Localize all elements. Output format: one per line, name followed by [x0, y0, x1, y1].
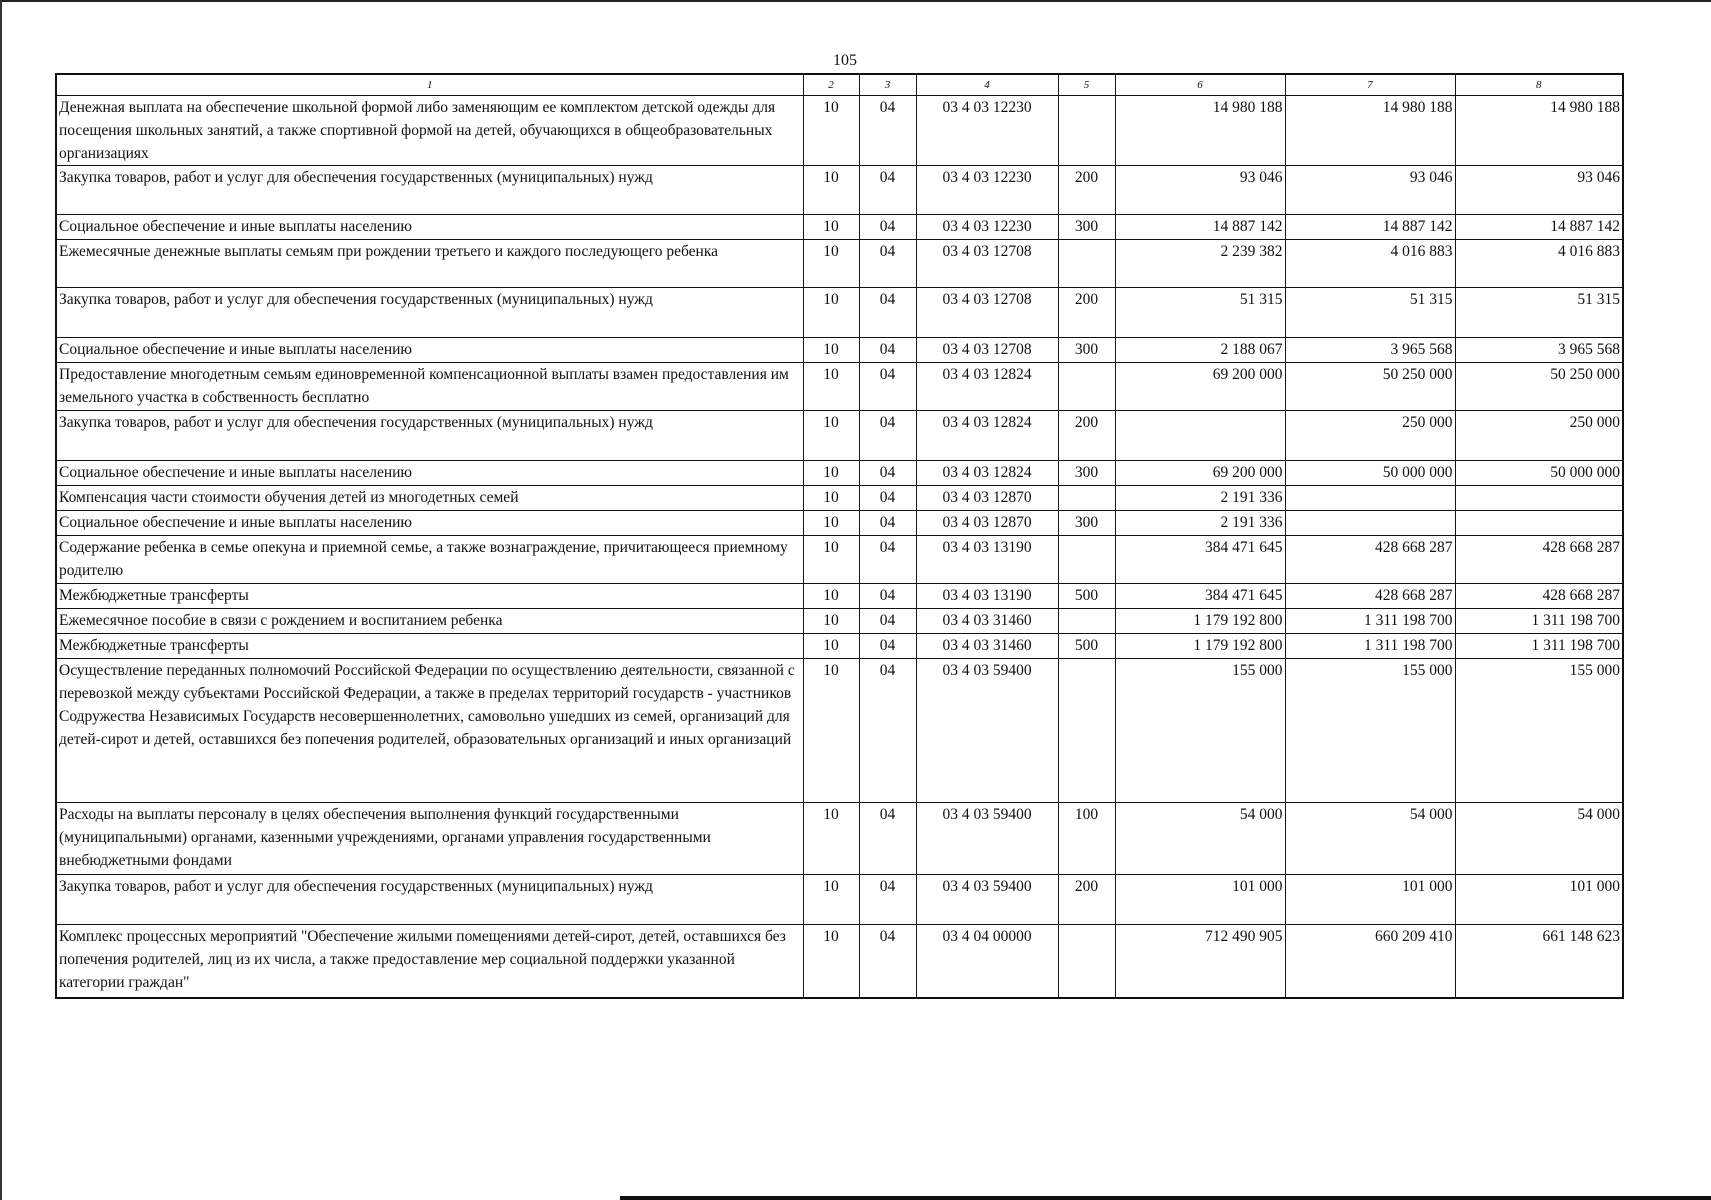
amount-year-2: 50 250 000	[1285, 363, 1455, 411]
scan-edge-top	[0, 0, 1711, 2]
amount-year-3: 4 016 883	[1455, 240, 1623, 288]
budget-table	[55, 73, 1624, 999]
table-row	[56, 875, 1623, 925]
subsection-code: 04	[859, 288, 916, 338]
scan-edge-bottom	[620, 1196, 1711, 1200]
expense-type-code: 200	[1058, 411, 1115, 461]
amount-year-3: 14 887 142	[1455, 215, 1623, 240]
amount-year-1: 384 471 645	[1115, 536, 1285, 584]
table-row	[56, 411, 1623, 461]
header-row	[56, 74, 1623, 96]
amount-year-3: 93 046	[1455, 166, 1623, 215]
amount-year-1: 2 239 382	[1115, 240, 1285, 288]
amount-year-1: 2 188 067	[1115, 338, 1285, 363]
amount-year-1: 69 200 000	[1115, 461, 1285, 486]
amount-year-1: 93 046	[1115, 166, 1285, 215]
subsection-code: 04	[859, 215, 916, 240]
subsection-code: 04	[859, 609, 916, 634]
amount-year-2: 155 000	[1285, 659, 1455, 803]
amount-year-1: 1 179 192 800	[1115, 634, 1285, 659]
section-code: 10	[803, 609, 859, 634]
expense-type-code: 100	[1058, 803, 1115, 875]
expense-type-code	[1058, 486, 1115, 511]
target-article-code: 03 4 03 59400	[916, 875, 1058, 925]
row-description: Денежная выплата на обеспечение школьной формой либо заменяющим ее комплектом детской одежды для посещения школьных занятий, а также спортивной формой на детей, обучающихся в общеобразовательных организациях	[56, 96, 803, 166]
amount-year-1: 712 490 905	[1115, 925, 1285, 998]
amount-year-2: 93 046	[1285, 166, 1455, 215]
expense-type-code: 300	[1058, 461, 1115, 486]
row-description: Ежемесячное пособие в связи с рождением и воспитанием ребенка	[56, 609, 803, 634]
row-description: Межбюджетные трансферты	[56, 584, 803, 609]
target-article-code: 03 4 03 12824	[916, 461, 1058, 486]
amount-year-1: 14 887 142	[1115, 215, 1285, 240]
table-row	[56, 338, 1623, 363]
section-code: 10	[803, 803, 859, 875]
table-row	[56, 634, 1623, 659]
section-code: 10	[803, 215, 859, 240]
header-col-3: 3	[859, 74, 916, 96]
subsection-code: 04	[859, 461, 916, 486]
amount-year-3: 51 315	[1455, 288, 1623, 338]
target-article-code: 03 4 03 59400	[916, 803, 1058, 875]
amount-year-1: 155 000	[1115, 659, 1285, 803]
amount-year-2: 250 000	[1285, 411, 1455, 461]
header-col-6: 6	[1115, 74, 1285, 96]
section-code: 10	[803, 511, 859, 536]
row-description: Закупка товаров, работ и услуг для обеспечения государственных (муниципальных) нужд	[56, 875, 803, 925]
amount-year-1: 101 000	[1115, 875, 1285, 925]
table-row	[56, 215, 1623, 240]
amount-year-2: 1 311 198 700	[1285, 634, 1455, 659]
expense-type-code: 200	[1058, 166, 1115, 215]
header-col-7: 7	[1285, 74, 1455, 96]
amount-year-2	[1285, 511, 1455, 536]
target-article-code: 03 4 03 12870	[916, 511, 1058, 536]
amount-year-3	[1455, 511, 1623, 536]
amount-year-3: 14 980 188	[1455, 96, 1623, 166]
subsection-code: 04	[859, 584, 916, 609]
header-col-2: 2	[803, 74, 859, 96]
row-description: Закупка товаров, работ и услуг для обеспечения государственных (муниципальных) нужд	[56, 166, 803, 215]
expense-type-code: 200	[1058, 288, 1115, 338]
subsection-code: 04	[859, 411, 916, 461]
section-code: 10	[803, 536, 859, 584]
row-description: Социальное обеспечение и иные выплаты населению	[56, 511, 803, 536]
subsection-code: 04	[859, 166, 916, 215]
row-description: Осуществление переданных полномочий Российской Федерации по осуществлению деятельности, связанной с перевозкой между субъектами Российской Федерации, а также в пределах территорий государств - участников Содружества Независимых Государств несовершеннолетних, самовольно ушедших из семей, организаций для детей-сирот и детей, оставшихся без попечения родителей, образовательных организаций и иных организаций	[56, 659, 803, 803]
target-article-code: 03 4 03 12230	[916, 215, 1058, 240]
section-code: 10	[803, 338, 859, 363]
subsection-code: 04	[859, 511, 916, 536]
expense-type-code: 200	[1058, 875, 1115, 925]
table-row	[56, 925, 1623, 998]
header-col-5: 5	[1058, 74, 1115, 96]
row-description: Закупка товаров, работ и услуг для обеспечения государственных (муниципальных) нужд	[56, 288, 803, 338]
amount-year-3: 428 668 287	[1455, 584, 1623, 609]
expense-type-code: 500	[1058, 584, 1115, 609]
subsection-code: 04	[859, 875, 916, 925]
row-description: Межбюджетные трансферты	[56, 634, 803, 659]
amount-year-1: 54 000	[1115, 803, 1285, 875]
table-row	[56, 461, 1623, 486]
expense-type-code	[1058, 925, 1115, 998]
target-article-code: 03 4 03 12708	[916, 240, 1058, 288]
amount-year-3	[1455, 486, 1623, 511]
page-number: 105	[833, 52, 857, 69]
section-code: 10	[803, 659, 859, 803]
amount-year-2: 101 000	[1285, 875, 1455, 925]
amount-year-1: 69 200 000	[1115, 363, 1285, 411]
subsection-code: 04	[859, 659, 916, 803]
amount-year-2: 50 000 000	[1285, 461, 1455, 486]
section-code: 10	[803, 461, 859, 486]
scan-edge-left	[0, 0, 2, 1200]
row-description: Содержание ребенка в семье опекуна и приемной семье, а также вознаграждение, причитающееся приемному родителю	[56, 536, 803, 584]
amount-year-3: 1 311 198 700	[1455, 609, 1623, 634]
table-row	[56, 288, 1623, 338]
subsection-code: 04	[859, 925, 916, 998]
section-code: 10	[803, 486, 859, 511]
target-article-code: 03 4 03 31460	[916, 634, 1058, 659]
table-row	[56, 240, 1623, 288]
amount-year-3: 3 965 568	[1455, 338, 1623, 363]
table-row	[56, 486, 1623, 511]
amount-year-2: 428 668 287	[1285, 536, 1455, 584]
subsection-code: 04	[859, 240, 916, 288]
target-article-code: 03 4 03 13190	[916, 584, 1058, 609]
section-code: 10	[803, 288, 859, 338]
target-article-code: 03 4 03 59400	[916, 659, 1058, 803]
row-description: Ежемесячные денежные выплаты семьям при рождении третьего и каждого последующего ребенка	[56, 240, 803, 288]
expense-type-code: 300	[1058, 215, 1115, 240]
expense-type-code	[1058, 96, 1115, 166]
subsection-code: 04	[859, 803, 916, 875]
header-col-4: 4	[916, 74, 1058, 96]
section-code: 10	[803, 240, 859, 288]
amount-year-3: 50 000 000	[1455, 461, 1623, 486]
table-row	[56, 584, 1623, 609]
table-header	[56, 74, 1623, 96]
amount-year-2: 3 965 568	[1285, 338, 1455, 363]
table-row	[56, 166, 1623, 215]
target-article-code: 03 4 03 13190	[916, 536, 1058, 584]
table-row	[56, 96, 1623, 166]
target-article-code: 03 4 03 12230	[916, 96, 1058, 166]
target-article-code: 03 4 03 12708	[916, 288, 1058, 338]
expense-type-code	[1058, 536, 1115, 584]
target-article-code: 03 4 03 12708	[916, 338, 1058, 363]
section-code: 10	[803, 584, 859, 609]
amount-year-1: 51 315	[1115, 288, 1285, 338]
table-row	[56, 511, 1623, 536]
amount-year-3: 1 311 198 700	[1455, 634, 1623, 659]
expense-type-code: 300	[1058, 511, 1115, 536]
subsection-code: 04	[859, 634, 916, 659]
target-article-code: 03 4 04 00000	[916, 925, 1058, 998]
table-row	[56, 803, 1623, 875]
amount-year-1: 2 191 336	[1115, 486, 1285, 511]
expense-type-code: 500	[1058, 634, 1115, 659]
target-article-code: 03 4 03 31460	[916, 609, 1058, 634]
section-code: 10	[803, 96, 859, 166]
row-description: Предоставление многодетным семьям единовременной компенсационной выплаты взамен предоставления им земельного участка в собственность бесплатно	[56, 363, 803, 411]
amount-year-3: 155 000	[1455, 659, 1623, 803]
table-body	[56, 96, 1623, 998]
row-description: Комплекс процессных мероприятий "Обеспечение жилыми помещениями детей-сирот, детей, оставшихся без попечения родителей, лиц из их числа, а также предоставление мер социальной поддержки указанной категории граждан"	[56, 925, 803, 998]
section-code: 10	[803, 634, 859, 659]
expense-type-code: 300	[1058, 338, 1115, 363]
row-description: Социальное обеспечение и иные выплаты населению	[56, 215, 803, 240]
amount-year-1: 1 179 192 800	[1115, 609, 1285, 634]
subsection-code: 04	[859, 363, 916, 411]
amount-year-2	[1285, 486, 1455, 511]
amount-year-3: 250 000	[1455, 411, 1623, 461]
row-description: Закупка товаров, работ и услуг для обеспечения государственных (муниципальных) нужд	[56, 411, 803, 461]
section-code: 10	[803, 925, 859, 998]
table-row	[56, 659, 1623, 803]
subsection-code: 04	[859, 536, 916, 584]
amount-year-2: 1 311 198 700	[1285, 609, 1455, 634]
row-description: Расходы на выплаты персоналу в целях обеспечения выполнения функций государственными (муниципальными) органами, казенными учреждениями, органами управления государственными внебюджетными фондами	[56, 803, 803, 875]
amount-year-1	[1115, 411, 1285, 461]
subsection-code: 04	[859, 338, 916, 363]
table-row	[56, 609, 1623, 634]
amount-year-3: 54 000	[1455, 803, 1623, 875]
section-code: 10	[803, 166, 859, 215]
expense-type-code	[1058, 240, 1115, 288]
target-article-code: 03 4 03 12230	[916, 166, 1058, 215]
amount-year-1: 384 471 645	[1115, 584, 1285, 609]
amount-year-2: 428 668 287	[1285, 584, 1455, 609]
section-code: 10	[803, 875, 859, 925]
row-description: Социальное обеспечение и иные выплаты населению	[56, 461, 803, 486]
target-article-code: 03 4 03 12870	[916, 486, 1058, 511]
expense-type-code	[1058, 659, 1115, 803]
amount-year-1: 2 191 336	[1115, 511, 1285, 536]
header-col-8: 8	[1455, 74, 1623, 96]
target-article-code: 03 4 03 12824	[916, 411, 1058, 461]
amount-year-2: 14 887 142	[1285, 215, 1455, 240]
row-description: Социальное обеспечение и иные выплаты населению	[56, 338, 803, 363]
table-row	[56, 363, 1623, 411]
amount-year-2: 54 000	[1285, 803, 1455, 875]
amount-year-2: 14 980 188	[1285, 96, 1455, 166]
subsection-code: 04	[859, 96, 916, 166]
amount-year-2: 660 209 410	[1285, 925, 1455, 998]
section-code: 10	[803, 363, 859, 411]
target-article-code: 03 4 03 12824	[916, 363, 1058, 411]
header-col-1: 1	[56, 74, 803, 96]
expense-type-code	[1058, 609, 1115, 634]
table-row	[56, 536, 1623, 584]
amount-year-1: 14 980 188	[1115, 96, 1285, 166]
expense-type-code	[1058, 363, 1115, 411]
section-code: 10	[803, 411, 859, 461]
subsection-code: 04	[859, 486, 916, 511]
amount-year-2: 51 315	[1285, 288, 1455, 338]
amount-year-2: 4 016 883	[1285, 240, 1455, 288]
amount-year-3: 50 250 000	[1455, 363, 1623, 411]
row-description: Компенсация части стоимости обучения детей из многодетных семей	[56, 486, 803, 511]
amount-year-3: 428 668 287	[1455, 536, 1623, 584]
amount-year-3: 101 000	[1455, 875, 1623, 925]
amount-year-3: 661 148 623	[1455, 925, 1623, 998]
